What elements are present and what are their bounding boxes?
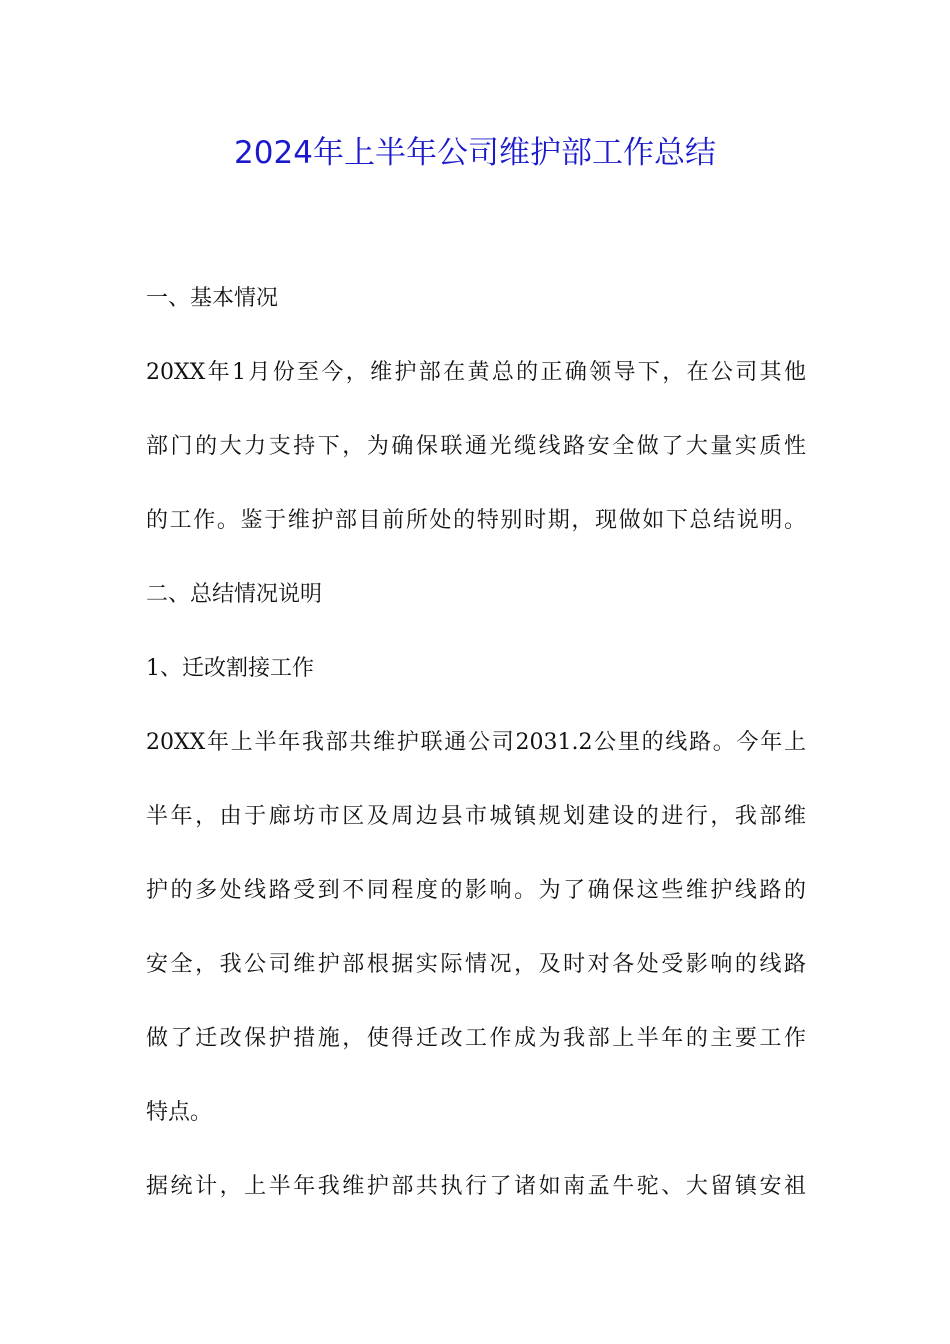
document-body	[146, 262, 806, 1224]
paragraph-line: 20XX年上半年我部共维护联通公司2031.2公里的线路。今年上	[146, 730, 806, 755]
paragraph-line: 据统计，上半年我维护部共执行了诸如南孟牛驼、大留镇安祖	[146, 1174, 806, 1199]
section-heading-summary: 二、总结情况说明	[146, 582, 323, 607]
section-heading-basic: 一、基本情况	[146, 286, 279, 311]
paragraph-line: 的工作。鉴于维护部目前所处的特别时期，现做如下总结说明。	[146, 508, 806, 533]
paragraph-line: 安全，我公司维护部根据实际情况，及时对各处受影响的线路	[146, 952, 806, 977]
paragraph-line: 半年，由于廊坊市区及周边县市城镇规划建设的进行，我部维	[146, 804, 806, 829]
paragraph-line: 特点。	[146, 1100, 213, 1125]
subsection-heading-relocation: 1、迁改割接工作	[146, 656, 314, 681]
paragraph-line: 部门的大力支持下，为确保联通光缆线路安全做了大量实质性	[146, 434, 806, 459]
paragraph-line: 护的多处线路受到不同程度的影响。为了确保这些维护线路的	[146, 878, 806, 903]
paragraph-line: 做了迁改保护措施，使得迁改工作成为我部上半年的主要工作	[146, 1026, 806, 1051]
paragraph-line: 20XX年1月份至今，维护部在黄总的正确领导下，在公司其他	[146, 360, 806, 385]
document-title: 2024年上半年公司维护部工作总结	[234, 135, 716, 171]
